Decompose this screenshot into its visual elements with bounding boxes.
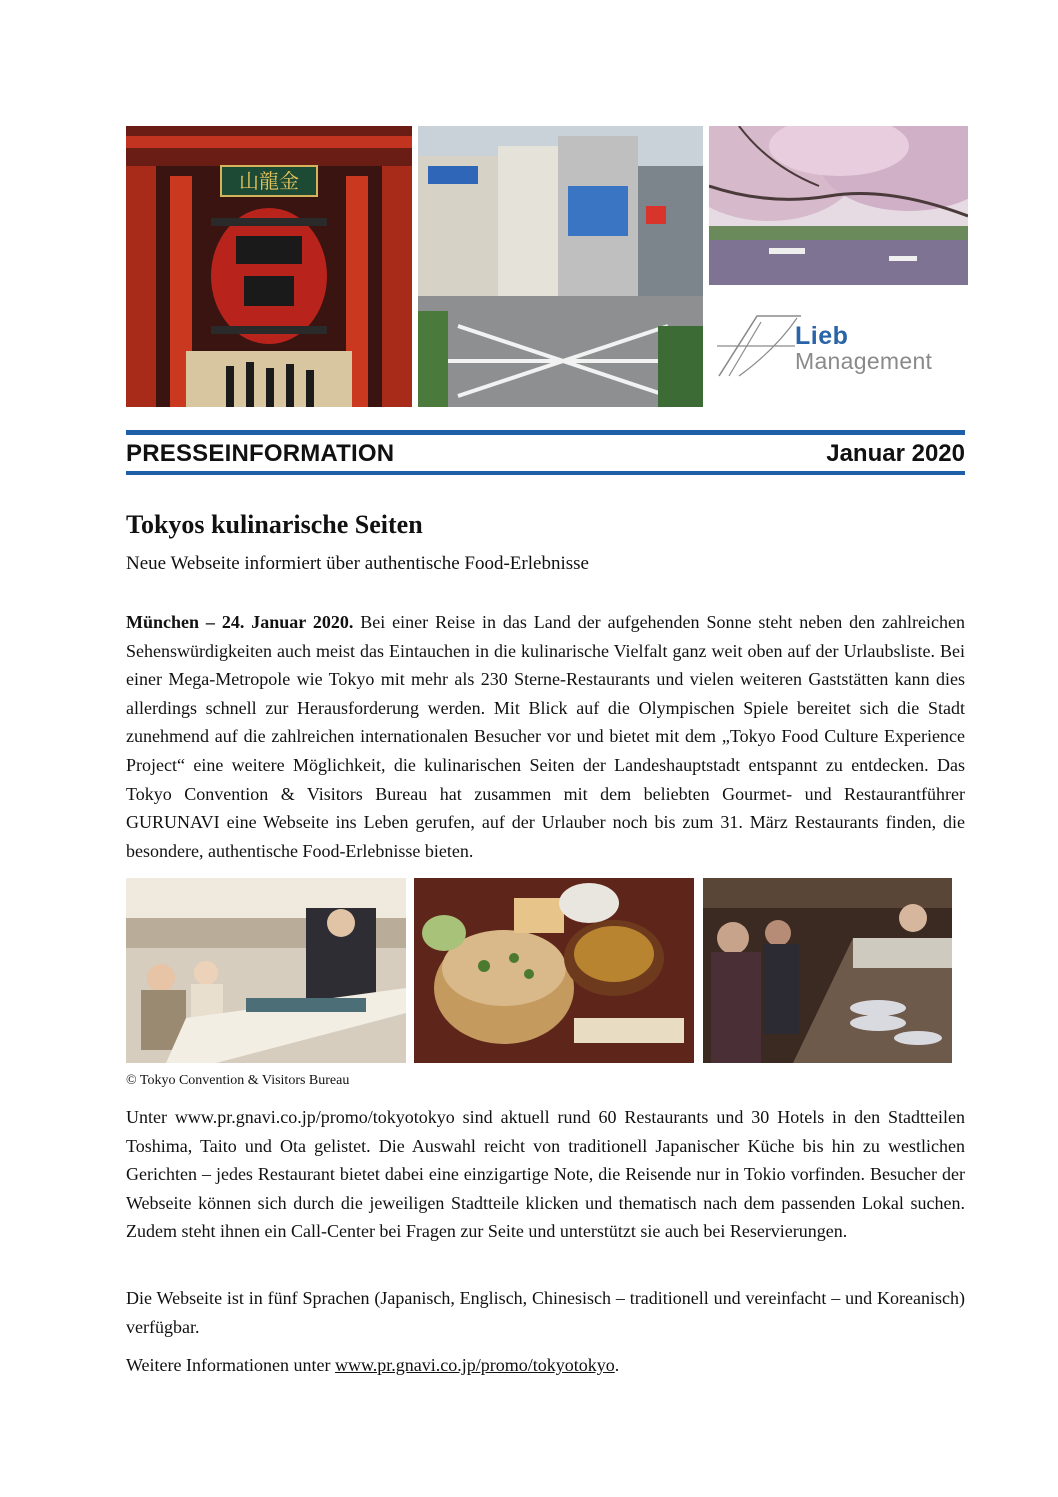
asakusa-gate-photo xyxy=(126,126,412,407)
press-label: PRESSEINFORMATION xyxy=(126,440,395,467)
logo-mark-icon xyxy=(715,310,805,380)
paragraph-4-suffix: . xyxy=(614,1355,620,1375)
izakaya-counter-photo xyxy=(703,878,952,1063)
article-title: Tokyos kulinarische Seiten xyxy=(126,510,423,539)
website-link[interactable]: www.pr.gnavi.co.jp/promo/tokyotokyo xyxy=(334,1355,615,1375)
lead-paragraph xyxy=(126,608,965,865)
paragraph-4 xyxy=(126,1351,965,1380)
cherry-blossom-photo xyxy=(709,126,968,285)
paragraph-3: Die Webseite ist in fünf Sprachen (Japanisch, Englisch, Chinesisch – traditionell und vereinfacht – und Koreanisch) verfügbar. xyxy=(126,1288,965,1337)
lieb-management-logo xyxy=(709,292,968,407)
paragraph-4-prefix: Weitere Informationen unter xyxy=(126,1355,335,1375)
shibuya-crossing-photo xyxy=(418,126,703,407)
press-date: Januar 2020 xyxy=(826,440,965,467)
article-subtitle: Neue Webseite informiert über authentische Food-Erlebnisse xyxy=(126,553,589,574)
logo-word-management: Management xyxy=(795,348,933,374)
press-bar-top-rule xyxy=(126,430,965,435)
lead-text: Bei einer Reise in das Land der aufgehenden Sonne steht neben den zahlreichen Sehenswürdigkeiten auch meist das Eintauchen in die kulinarische Vielfalt ganz weit oben auf der Urlaubsliste. Bei einer Mega-Metropole wie Tokyo mit mehr als 230 Sterne-Restaurants und vielen weiteren Gaststätten kann dies allerdings schnell zur Herausforderung werden. Mit Blick auf die Olympischen Spiele bereitet sich die Stadt zunehmend auf die zahlreichen internationalen Besucher vor und bietet mit dem „Tokyo Food Culture Experience Project“ eine weitere Möglichkeit, die kulinarischen Seiten der Landeshauptstadt entspannt zu entdecken. Das Tokyo Convention & Visitors Bureau hat zusammen mit dem beliebten Gourmet- und Restaurantführer GURUNAVI eine Webseite ins Leben gerufen, auf der Urlauber noch bis zum 31. März Restaurants finden, die besondere, authentische Food-Erlebnisse bieten. xyxy=(126,612,966,861)
photo-caption: © Tokyo Convention & Visitors Bureau xyxy=(126,1073,350,1088)
japanese-meal-photo xyxy=(414,878,694,1063)
press-bar-bottom-rule xyxy=(126,471,965,475)
gate-sign-text: 山龍金 xyxy=(239,169,299,193)
lead-dateline: München – 24. Januar 2020. xyxy=(126,612,354,632)
logo-word-lieb: Lieb xyxy=(795,322,849,350)
paragraph-2: Unter www.pr.gnavi.co.jp/promo/tokyotokyo sind aktuell rund 60 Restaurants und 30 Hotels in den Stadtteilen Toshima, Taito und Ota gelistet. Die Auswahl reicht von traditionell Japanischer Küche bis hin zu westlichen Gerichten – jedes Restaurant bietet dabei eine einzigartige Note, die Reisende nur in Tokio vorfinden. Besucher der Webseite können sich durch die jeweiligen Stadtteile klicken und thematisch nach dem passenden Lokal suchen. Zudem steht ihnen ein Call-Center bei Fragen zur Seite und unterstützt sie auch bei Reservierungen. xyxy=(126,1107,965,1242)
sushi-counter-photo xyxy=(126,878,406,1063)
